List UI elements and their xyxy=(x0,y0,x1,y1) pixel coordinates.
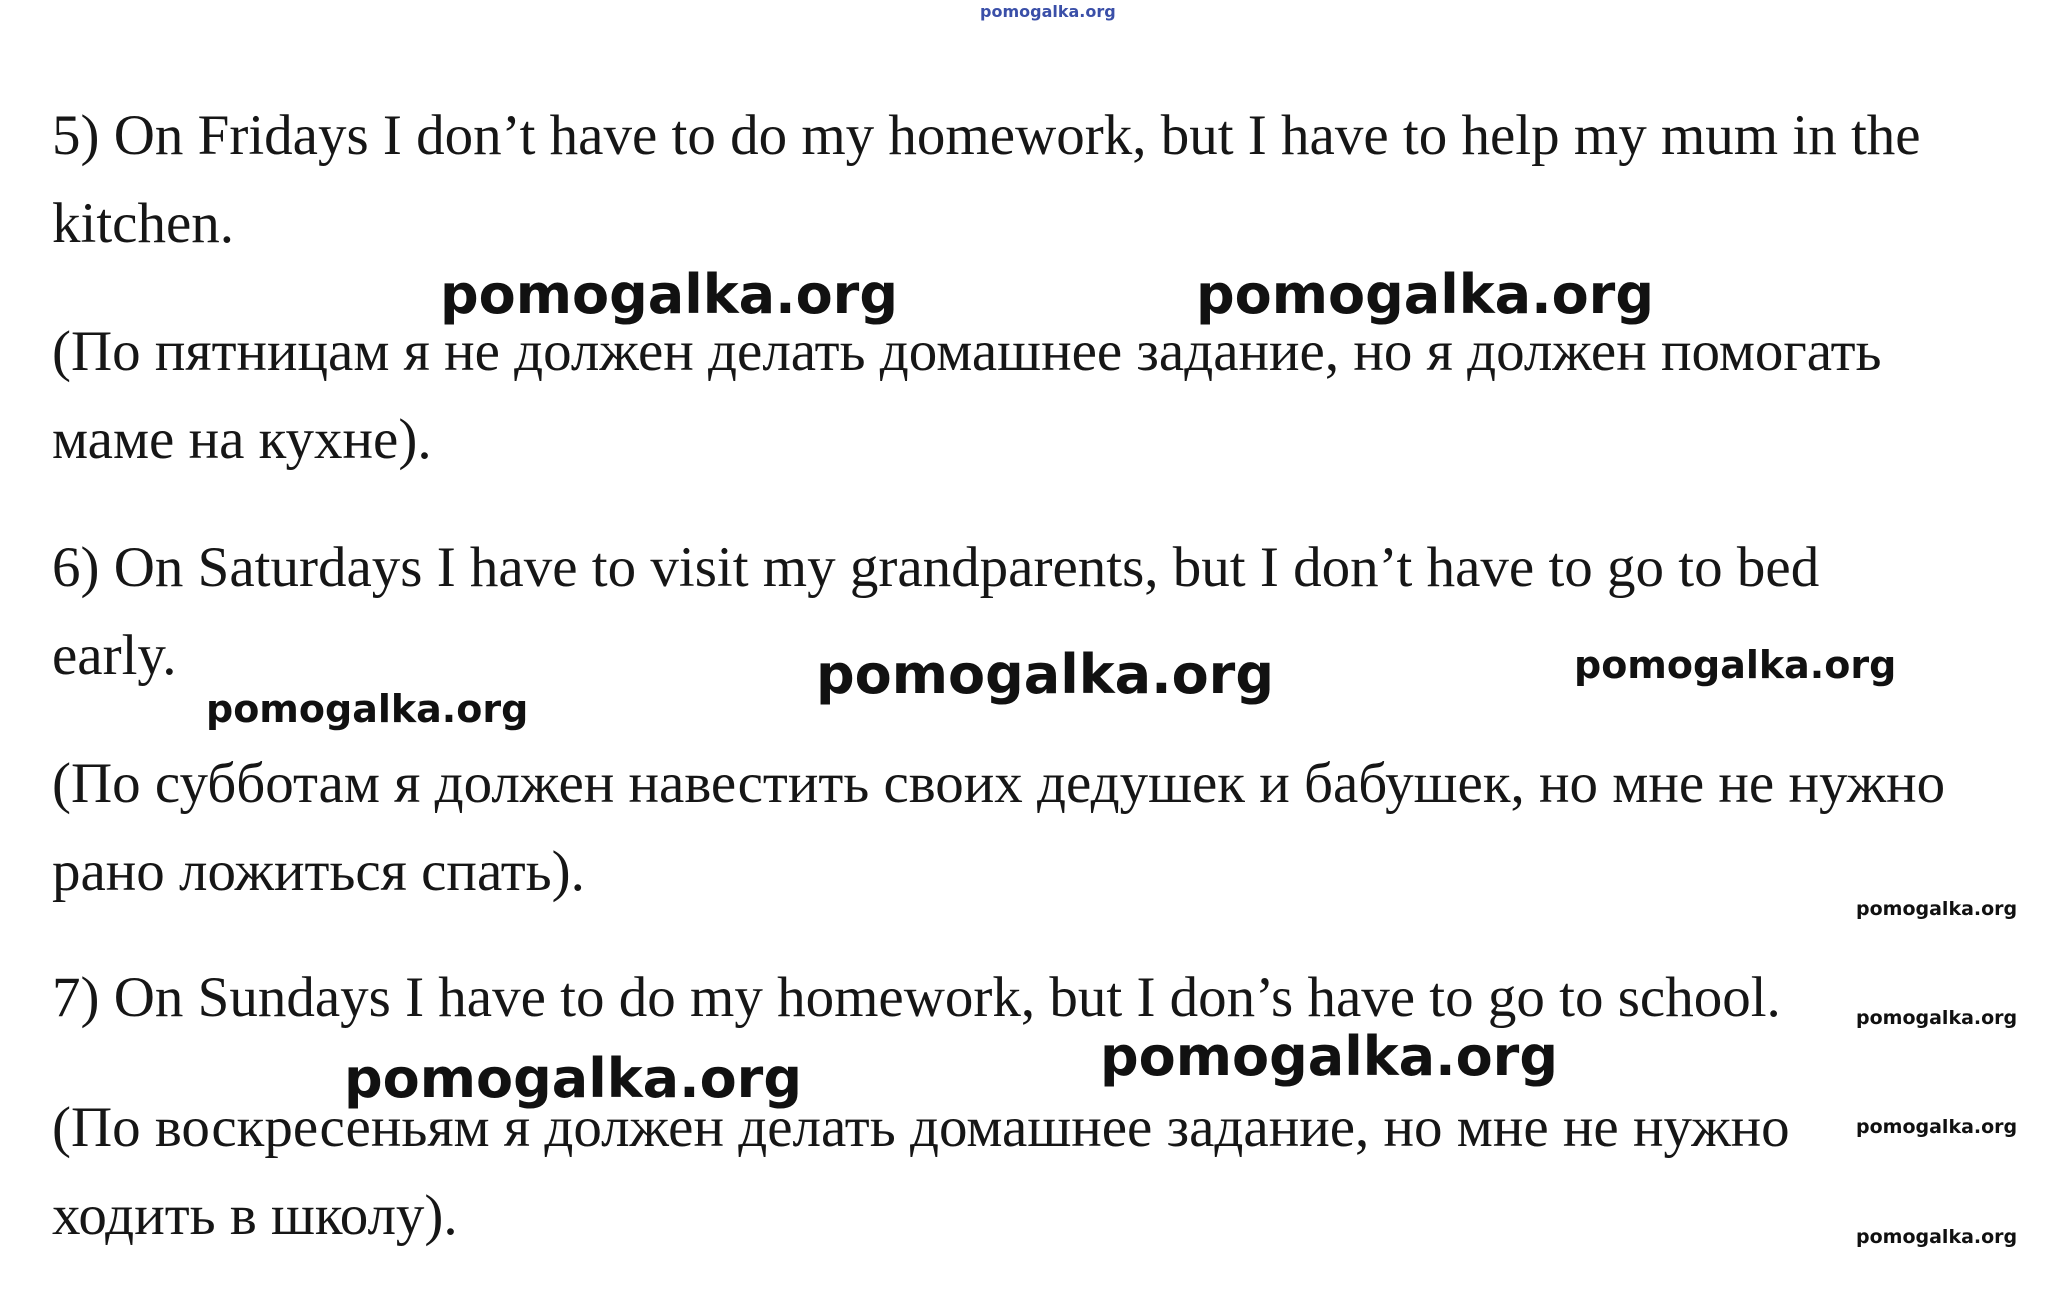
item-7-russian-line-2: ходить в школу). xyxy=(52,1184,458,1247)
item-6-english-line-1: 6) On Saturdays I have to visit my grandparents, but I don’t have to go to bed xyxy=(52,536,1820,599)
watermark: pomogalka.org xyxy=(1574,643,1897,687)
watermark: pomogalka.org xyxy=(1196,263,1654,326)
item-5-russian-line-1: (По пятницам я не должен делать домашнее задание, но я должен помогать xyxy=(52,320,1882,383)
item-5-russian-line-2: маме на кухне). xyxy=(52,408,432,471)
watermark: pomogalka.org xyxy=(344,1047,802,1110)
item-5-english-line-2: kitchen. xyxy=(52,192,235,255)
header-watermark: pomogalka.org xyxy=(980,2,1116,21)
item-6-russian-line-2: рано ложиться спать). xyxy=(52,840,585,903)
item-7-russian-line-1: (По воскресеньям я должен делать домашнее задание, но мне не нужно xyxy=(52,1096,1790,1159)
watermark: pomogalka.org xyxy=(1856,1116,2018,1138)
watermark: pomogalka.org xyxy=(816,643,1274,706)
watermark: pomogalka.org xyxy=(1100,1025,1558,1088)
item-6-russian-line-1: (По субботам я должен навестить своих дедушек и бабушек, но мне не нужно xyxy=(52,752,1946,815)
watermark: pomogalka.org xyxy=(206,687,529,731)
item-5-english-line-1: 5) On Fridays I don’t have to do my homework, but I have to help my mum in the xyxy=(52,104,1921,167)
watermark: pomogalka.org xyxy=(1856,1007,2018,1029)
item-7-english-line-1: 7) On Sundays I have to do my homework, but I don’s have to go to school. xyxy=(52,966,1781,1029)
watermark: pomogalka.org xyxy=(1856,898,2018,920)
watermark: pomogalka.org xyxy=(1856,1226,2018,1248)
watermark: pomogalka.org xyxy=(440,263,898,326)
item-6-english-line-2: early. xyxy=(52,624,177,687)
